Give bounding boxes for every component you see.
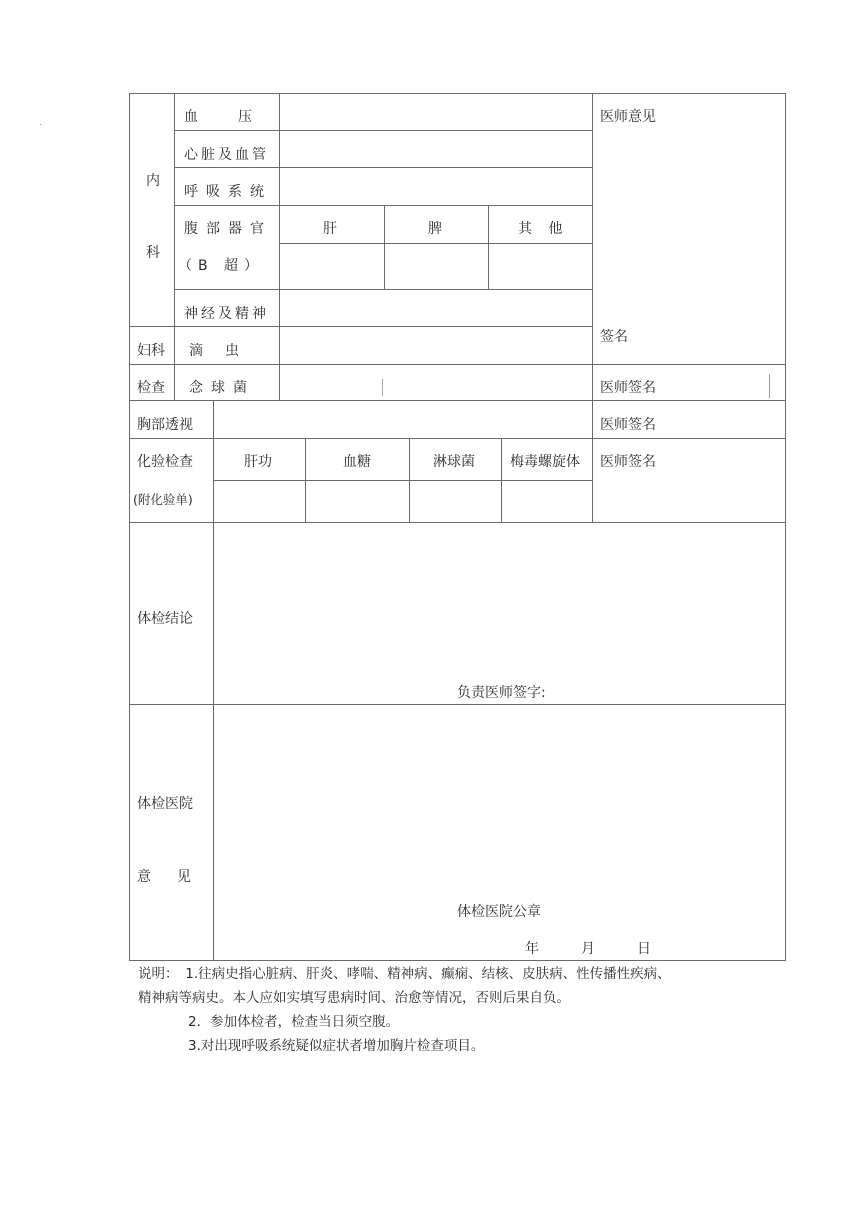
- neuro-label: 神经及精神: [184, 306, 269, 322]
- divider: [501, 438, 502, 523]
- divider: [129, 364, 592, 365]
- divider: [305, 438, 306, 523]
- divider: [129, 438, 786, 439]
- divider: [174, 205, 592, 206]
- gyn-doctor-sign-label: 医师签名: [600, 380, 656, 396]
- other-header: 其 他: [518, 221, 569, 237]
- lab-column-header: 肝功: [244, 454, 272, 470]
- divider: [488, 205, 489, 290]
- divider: [129, 400, 786, 401]
- lab-label: 化验检查: [137, 454, 193, 470]
- respiratory-label: 呼吸系统: [184, 184, 272, 200]
- divider: [384, 205, 385, 290]
- gyn-label-2: 检查: [137, 380, 165, 396]
- note-line: 精神病等病史。本人应如实填写患病时间、治愈等情况，否则后果自负。: [138, 990, 570, 1006]
- lab-column-header: 淋球菌: [433, 454, 475, 470]
- abdomen-label: 腹部器官: [184, 221, 272, 237]
- divider: [592, 364, 786, 365]
- divider: [279, 243, 592, 244]
- note-line: 说明： 1.往病史指心脏病、肝炎、哮喘、精神病、癫痫、结核、皮肤病、性传播性疾病、: [138, 966, 671, 982]
- responsible-doctor-signature: 负责医师签字:: [457, 685, 546, 701]
- internal-label-ke: 科: [146, 245, 160, 261]
- divider: [592, 93, 593, 523]
- notes-section: [138, 962, 788, 1058]
- gonococcus-label: 念球菌: [189, 380, 255, 396]
- trichomonas-label: 滴 虫: [189, 343, 243, 359]
- lab-column-header: 血糖: [343, 454, 371, 470]
- lab-doctor-sign-label: 医师签名: [600, 454, 656, 470]
- hospital-seal-label: 体检医院公章: [457, 904, 541, 920]
- divider: [174, 130, 592, 131]
- chest-label: 胸部透视: [137, 417, 193, 433]
- divider: [129, 522, 786, 523]
- table-border-left: [129, 93, 130, 961]
- divider: [382, 379, 383, 396]
- divider: [174, 93, 175, 401]
- table-border-bottom: [129, 960, 786, 961]
- spleen-header: 脾: [428, 221, 442, 237]
- divider: [129, 326, 592, 327]
- liver-header: 肝: [323, 221, 337, 237]
- divider: [769, 374, 770, 398]
- divider: [174, 289, 592, 290]
- conclusion-label: 体检结论: [137, 611, 193, 627]
- lab-column-header: 梅毒螺旋体: [510, 454, 580, 470]
- divider: [213, 400, 214, 961]
- internal-label-nei: 内: [146, 173, 160, 189]
- date-line: 年 月 日: [525, 941, 651, 957]
- chest-doctor-sign-label: 医师签名: [600, 417, 656, 433]
- lab-sublabel: (附化验单): [133, 492, 193, 507]
- heart-label: 心脏及血管: [184, 147, 269, 163]
- divider: [409, 438, 410, 523]
- divider: [213, 480, 592, 481]
- note-line: 3.对出现呼吸系统疑似症状者增加胸片检查项目。: [188, 1038, 485, 1054]
- divider: [279, 93, 280, 401]
- table-border-top: [129, 93, 786, 94]
- note-line: 2．参加体检者，检查当日须空腹。: [188, 1014, 400, 1030]
- divider: [129, 704, 786, 705]
- scan-speck: [40, 124, 41, 125]
- gyn-label-1: 妇科: [137, 343, 165, 359]
- table-border-right: [785, 93, 786, 961]
- internal-sign-label: 签名: [600, 329, 628, 345]
- bscan-label: （B 超）: [178, 258, 265, 274]
- hospital-label: 体检医院: [137, 796, 193, 812]
- blood-pressure-label: 血 压: [184, 109, 256, 125]
- hospital-opinion-label: 意 见: [137, 869, 197, 885]
- divider: [174, 167, 592, 168]
- doctor-opinion-label: 医师意见: [600, 109, 656, 125]
